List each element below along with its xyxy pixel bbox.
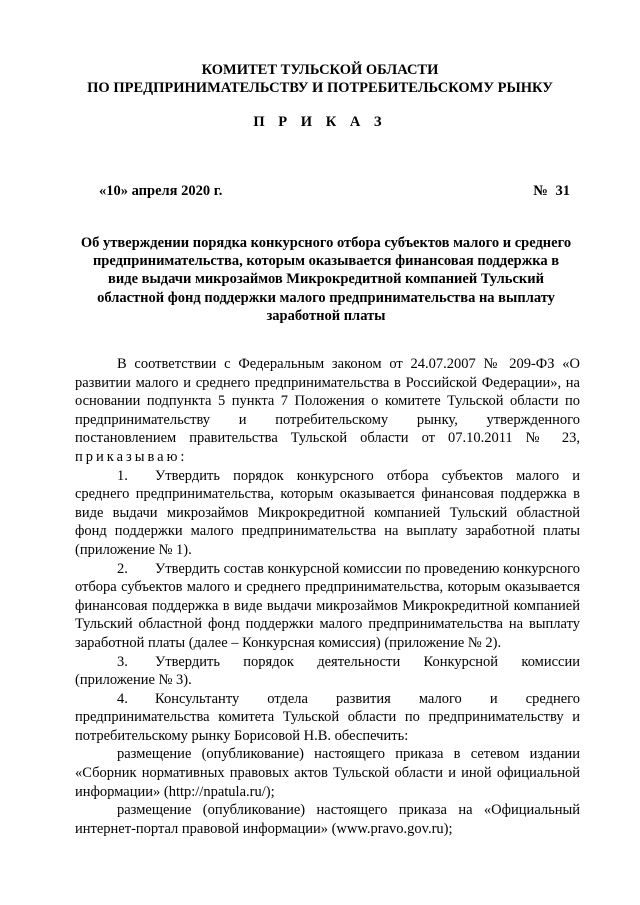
order-item xyxy=(75,690,580,746)
item-number: 1. xyxy=(117,467,128,484)
order-item xyxy=(75,467,580,560)
order-title-line: областной фонд поддержки малого предпринимательства на выплату xyxy=(97,289,555,306)
item-text: Утвердить порядок конкурсного отбора субъектов малого и среднего предпринимательства, которым оказывается финансовая поддержка в виде выдачи микрозаймов Микрокредитной компанией Тульский областной фонд поддержки малого предпринимательства на выплату заработной платы (приложение № 1). xyxy=(75,467,580,558)
order-title-line: заработной платы xyxy=(266,307,386,324)
item-number: 3. xyxy=(117,653,128,670)
order-word: приказываю: xyxy=(75,448,188,465)
order-body xyxy=(75,355,580,838)
document-type: П Р И К А З xyxy=(253,114,387,130)
preamble-text: В соответствии с Федеральным законом от 24.07.2007 № 209-ФЗ «О развитии малого и среднего предпринимательства в Российской Федерации», на основании подпункта 5 пункта 7 Положения о комитете Тульской области по предпринимательству и потребительскому рынку, утвержденного постановлением правительства Тульской области от 07.10.2011 № 23, xyxy=(75,356,580,447)
sub-item: размещение (опубликование) настоящего приказа на «Официальный интернет-портал правовой информации» (www.pravo.gov.ru); xyxy=(75,802,580,837)
committee-name-line1: КОМИТЕТ ТУЛЬСКОЙ ОБЛАСТИ xyxy=(201,62,439,78)
committee-name-line2: ПО ПРЕДПРИНИМАТЕЛЬСТВУ И ПОТРЕБИТЕЛЬСКОМУ РЫНКУ xyxy=(87,80,553,96)
item-text: Утвердить состав конкурсной комиссии по проведению конкурсного отбора субъектов малого и среднего предпринимательства, которым оказывается финансовая поддержка в виде выдачи микрозаймов Микрокредитной компанией Тульский областной фонд поддержки малого предпринимательства на выплату заработной платы (далее – Конкурсная комиссия) (приложение № 2). xyxy=(75,560,580,651)
order-number: № 31 xyxy=(533,183,570,199)
order-title xyxy=(76,234,576,325)
order-title-line: Об утверждении порядка конкурсного отбора субъектов малого и среднего xyxy=(80,235,572,251)
sub-item: размещение (опубликование) настоящего приказа в сетевом издании «Сборник нормативных правовых актов Тульской области и иной официальной информации» (http://npatula.ru/); xyxy=(75,746,580,800)
item-number: 4. xyxy=(117,690,128,707)
preamble-paragraph xyxy=(75,355,580,467)
order-title-line: предпринимательства, которым оказывается финансовая поддержка в xyxy=(92,253,560,270)
order-title-line: виде выдачи микрозаймов Микрокредитной компанией Тульский xyxy=(108,271,544,288)
item-text: Утвердить порядок деятельности Конкурсной комиссии (приложение № 3). xyxy=(75,653,580,689)
order-item xyxy=(75,560,580,653)
item-text: Консультанту отдела развития малого и среднего предпринимательства комитета Тульской области по предпринимательству и потребительскому рынку Борисовой Н.В. обеспечить: xyxy=(75,690,580,744)
order-date: «10» апреля 2020 г. xyxy=(99,183,223,199)
order-item xyxy=(75,653,580,690)
item-number: 2. xyxy=(117,560,128,577)
